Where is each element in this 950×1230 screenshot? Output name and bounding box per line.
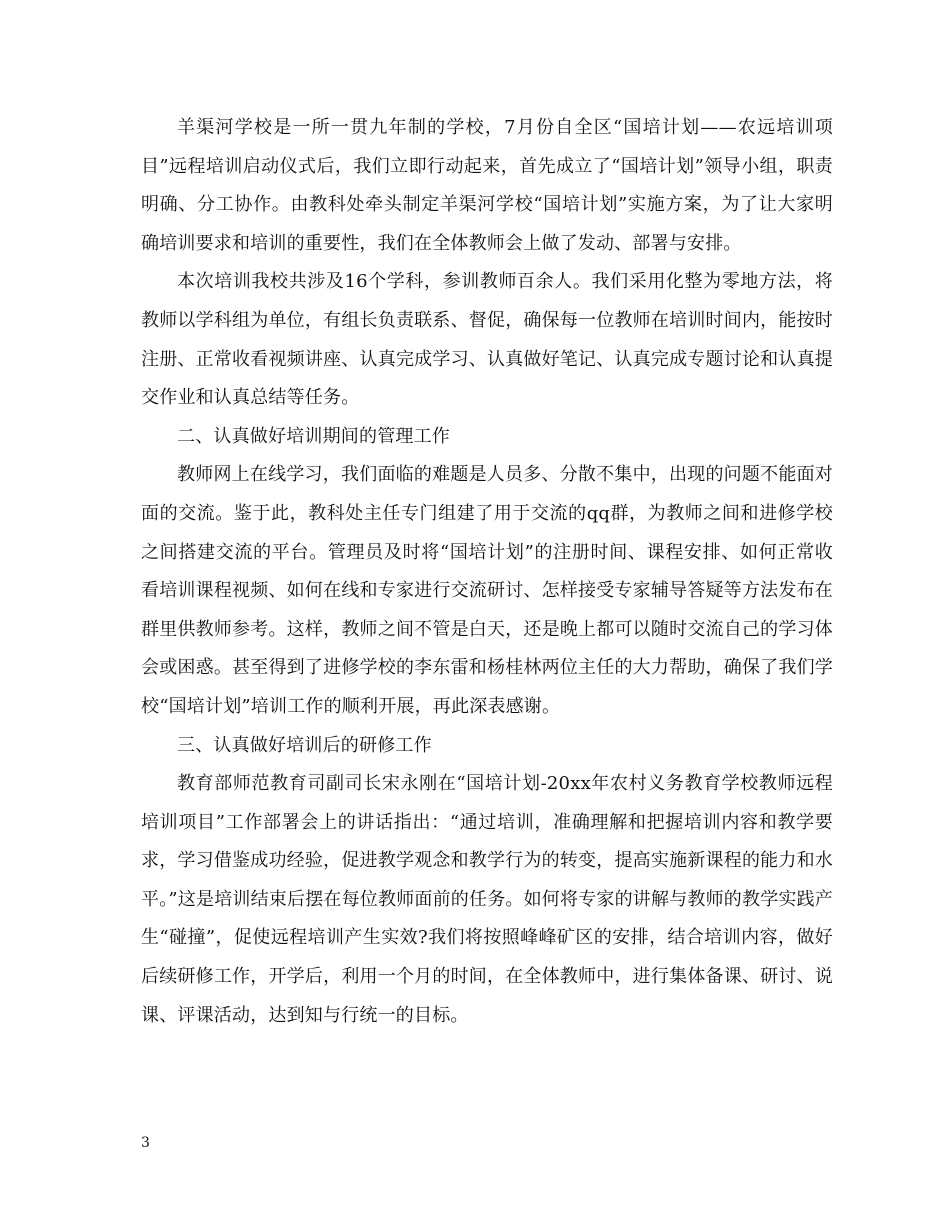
paragraph-online-learning: 教师网上在线学习，我们面临的难题是人员多、分散不集中，出现的问题不能面对面的交流。鉴于此，教科处主任专门组建了用于交流的qq群，为教师之间和进修学校之间搭建交流的平台。管理员及时将“国培计划”的注册时间、课程安排、如何正常收看培训课程视频、如何在线和专家进行交流研讨、怎样接受专家辅导答疑等方法发布在群里供教师参考。这样，教师之间不管是白天，还是晚上都可以随时交流自己的学习体会或困惑。甚至得到了进修学校的李东雷和杨桂林两位主任的大力帮助，确保了我们学校“国培计划”培训工作的顺利开展，再此深表感谢。 <box>141 464 833 717</box>
paragraph-post-training-plan: 教育部师范教育司副司长宋永刚在“国培计划-20xx年农村义务教育学校教师远程培训项目”工作部署会上的讲话指出：“通过培训，准确理解和把握培训内容和教学要求，学习借鉴成功经验，促进教学观念和教学行为的转变，提高实施新课程的能力和水平。”这是培训结束后摆在每位教师面前的任务。如何将专家的讲解与教师的教学实践产生“碰撞”，促使远程培训产生实效?我们将按照峰峰矿区的安排，结合培训内容，做好后续研修工作，开学后，利用一个月的时间，在全体教师中，进行集体备课、研讨、说课、评课活动，达到知与行统一的目标。 <box>141 773 833 1026</box>
paragraph-school-overview: 羊渠河学校是一所一贯九年制的学校，7月份自全区“国培计划——农远培训项目”远程培训启动仪式后，我们立即行动起来，首先成立了“国培计划”领导小组，职责明确、分工协作。由教科处牵头制定羊渠河学校“国培计划”实施方案，为了让大家明确培训要求和培训的重要性，我们在全体教师会上做了发动、部署与安排。 <box>141 117 833 254</box>
document-body <box>141 109 833 1035</box>
page-number: 3 <box>141 1135 150 1151</box>
section-heading-management: 二、认真做好培训期间的管理工作 <box>177 425 450 447</box>
paragraph-training-scope: 本次培训我校共涉及16个学科，参训教师百余人。我们采用化整为零地方法，将教师以学科组为单位，有组长负责联系、督促，确保每一位教师在培训时间内，能按时注册、正常收看视频讲座、认真完成学习、认真做好笔记、认真完成专题讨论和认真提交作业和认真总结等任务。 <box>141 271 833 409</box>
section-heading-post-training: 三、认真做好培训后的研修工作 <box>177 734 432 756</box>
